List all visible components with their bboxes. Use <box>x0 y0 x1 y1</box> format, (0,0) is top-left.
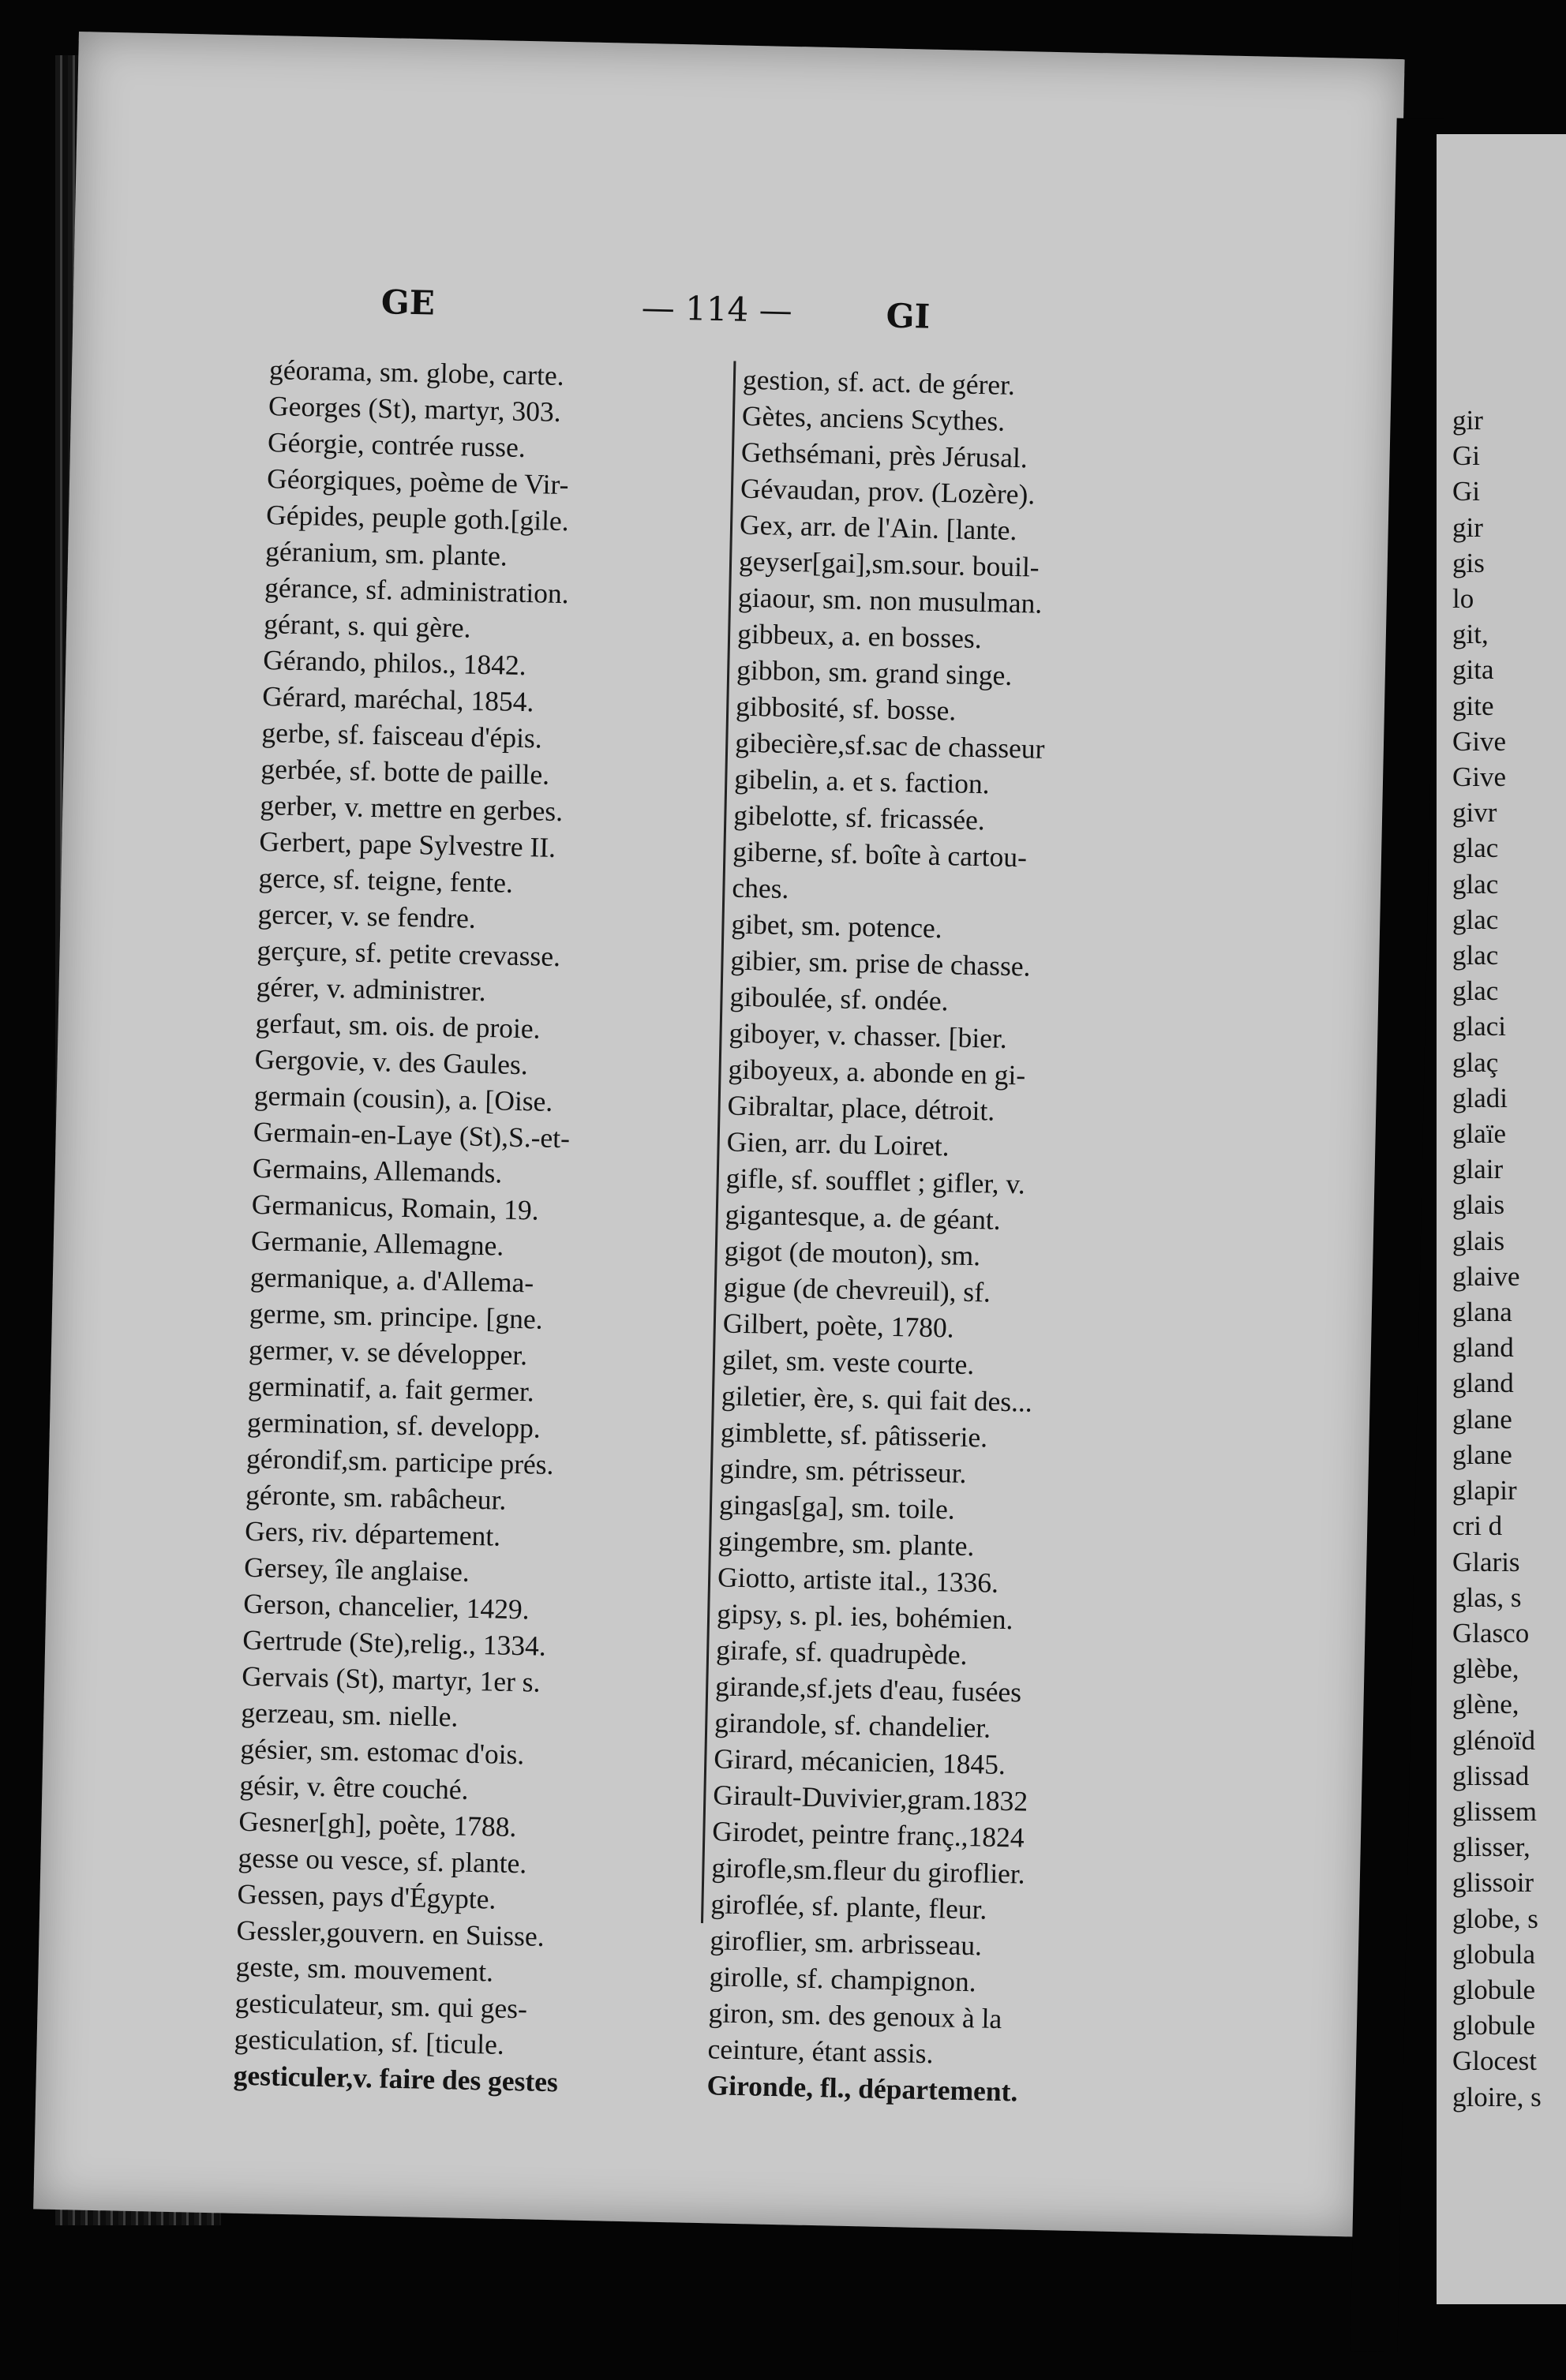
dictionary-entry: gingembre, sm. plante. <box>717 1525 975 1562</box>
dictionary-entry: gibbon, sm. grand singe. <box>736 653 1013 691</box>
dictionary-entry: Gérard, maréchal, 1854. <box>261 680 534 718</box>
dictionary-entry: Gervais (St), martyr, 1er s. <box>241 1660 541 1698</box>
dictionary-entry: Gépides, peuple goth.[gile. <box>265 499 570 537</box>
dictionary-entry: Gerbert, pape Sylvestre II. <box>259 825 556 863</box>
dictionary-entry: girafe, sf. quadrupède. <box>715 1633 968 1671</box>
dictionary-entry: globe, s <box>1452 1903 1538 1934</box>
dictionary-entry: gesticulateur, sm. qui ges- <box>234 1986 528 2025</box>
dictionary-entry: géranium, sm. plante. <box>264 535 508 572</box>
page-header <box>191 279 1257 356</box>
dictionary-entry: Germain-en-Laye (St),S.-et- <box>253 1115 571 1154</box>
dictionary-entry: giboyeux, a. abonde en gi- <box>728 1053 1026 1091</box>
dictionary-entry: germain (cousin), a. [Oise. <box>253 1079 553 1117</box>
dictionary-entry: gerfaut, sm. ois. de proie. <box>255 1006 541 1045</box>
dictionary-entry: geyser[gai],sm.sour. bouil- <box>738 544 1040 583</box>
dictionary-entry: glac <box>1452 940 1499 971</box>
dictionary-entry: glaci <box>1452 1011 1507 1042</box>
dictionary-entry: glas, s <box>1452 1581 1522 1613</box>
dictionary-entry: glais <box>1452 1225 1505 1256</box>
dictionary-entry: gérance, sf. administration. <box>264 571 570 610</box>
dictionary-entry: gingas[ga], sm. toile. <box>718 1488 956 1525</box>
dictionary-entry: Give <box>1452 725 1507 757</box>
dictionary-entry: gimblette, sf. pâtisserie. <box>720 1416 988 1454</box>
dictionary-entry: gesticuler,v. faire des gestes <box>233 2059 559 2098</box>
dictionary-entry: gipsy, s. pl. ies, bohémien. <box>716 1597 1013 1636</box>
dictionary-entry: gibbosité, sf. bosse. <box>735 690 957 727</box>
dictionary-entry: giletier, ère, s. qui fait des... <box>721 1379 1033 1418</box>
left-column <box>233 351 719 2102</box>
dictionary-entry: gigot (de mouton), sm. <box>724 1234 981 1272</box>
dictionary-entry: Gergovie, v. des Gaules. <box>254 1042 529 1081</box>
dictionary-entry: Gethsémani, près Jérusal. <box>740 436 1028 474</box>
dictionary-entry: gindre, sm. pétrisseur. <box>719 1452 967 1489</box>
dictionary-entry: gibier, sm. prise de chasse. <box>730 944 1031 982</box>
dictionary-entry: glissad <box>1452 1760 1530 1791</box>
next-page-column <box>1452 402 1566 2115</box>
dictionary-entry: glapir <box>1452 1475 1517 1506</box>
dictionary-entry: Georges (St), martyr, 303. <box>268 390 562 428</box>
dictionary-entry: germinatif, a. fait germer. <box>247 1369 535 1408</box>
dictionary-entry: ches. <box>732 871 789 905</box>
dictionary-entry: Gessen, pays d'Égypte. <box>237 1877 496 1915</box>
dictionary-entry: Gex, arr. de l'Ain. [lante. <box>739 508 1017 547</box>
dictionary-entry: giroflier, sm. arbrisseau. <box>710 1924 983 1962</box>
dictionary-entry: girolle, sf. champignon. <box>709 1960 977 1998</box>
dictionary-entry: giboulée, sf. ondée. <box>729 980 949 1017</box>
dictionary-entry: glénoïd <box>1452 1724 1535 1756</box>
dictionary-entry: gilet, sm. veste courte. <box>721 1343 975 1381</box>
dictionary-entry: gifle, sf. soufflet ; gifler, v. <box>725 1162 1026 1200</box>
dictionary-entry: germe, sm. principe. [gne. <box>249 1297 544 1335</box>
dictionary-entry: gérant, s. qui gère. <box>263 608 471 644</box>
dictionary-entry: gir <box>1452 405 1483 436</box>
dictionary-entry: gestion, sf. act. de gérer. <box>742 363 1016 401</box>
dictionary-entry: Gètes, anciens Scythes. <box>741 399 1006 437</box>
dictionary-entry: gir <box>1452 511 1483 543</box>
dictionary-entry: gerbée, sf. botte de paille. <box>260 753 550 791</box>
dictionary-entry: gerzeau, sm. nielle. <box>241 1696 459 1733</box>
dictionary-entry: glaç <box>1452 1046 1499 1078</box>
dictionary-entry: giboyer, v. chasser. [bier. <box>729 1016 1008 1054</box>
dictionary-entry: girofle,sm.fleur du giroflier. <box>711 1851 1026 1890</box>
dictionary-entry: gland <box>1452 1332 1514 1364</box>
dictionary-entry: Gerson, chancelier, 1429. <box>242 1587 530 1626</box>
dictionary-entry: giroflée, sf. plante, fleur. <box>710 1888 987 1925</box>
dictionary-entry: germanique, a. d'Allema- <box>249 1260 534 1299</box>
dictionary-entry: gibelin, a. et s. faction. <box>733 762 991 800</box>
dictionary-entry: gérondif,sm. participe prés. <box>245 1442 554 1480</box>
dictionary-entry: Girault-Duvivier,gram.1832 <box>712 1779 1028 1817</box>
dictionary-entry: gerce, sf. teigne, fente. <box>258 862 514 899</box>
dictionary-entry: glane <box>1452 1439 1512 1470</box>
dictionary-entry: lo <box>1452 583 1474 615</box>
next-page-edge <box>1437 134 1566 2304</box>
dictionary-entry: gésir, v. être couché. <box>239 1768 469 1806</box>
dictionary-entry: Gilbert, poète, 1780. <box>722 1307 955 1344</box>
dictionary-entry: gérer, v. administrer. <box>256 970 487 1008</box>
dictionary-entry: Germanie, Allemagne. <box>250 1224 504 1262</box>
dictionary-entry: gibbeux, a. en bosses. <box>736 617 983 655</box>
dictionary-entry: glac <box>1452 975 1499 1007</box>
page-number: — 114 — <box>641 288 793 330</box>
dictionary-entry: Gérando, philos., 1842. <box>262 644 526 682</box>
dictionary-entry: Gi <box>1452 440 1480 472</box>
dictionary-entry: Glasco <box>1452 1617 1530 1648</box>
dictionary-entry: gésier, sm. estomac d'ois. <box>240 1732 525 1771</box>
dictionary-entry: glissoir <box>1452 1867 1534 1899</box>
dictionary-entry: givr <box>1452 797 1497 829</box>
dictionary-entry: gerbe, sf. faisceau d'épis. <box>261 717 543 754</box>
dictionary-entry: Glaris <box>1452 1546 1520 1577</box>
dictionary-entry: gite <box>1452 690 1494 721</box>
dictionary-entry: girande,sf.jets d'eau, fusées <box>714 1670 1022 1708</box>
header-right-guide-word: GI <box>886 296 931 336</box>
dictionary-entry: glac <box>1452 904 1499 935</box>
dictionary-entry: glac <box>1452 868 1499 900</box>
dictionary-entry: giberne, sf. boîte à cartou- <box>732 835 1028 874</box>
dictionary-entry: gercer, v. se fendre. <box>257 897 477 934</box>
dictionary-entry: Gers, riv. département. <box>244 1514 501 1552</box>
dictionary-entry: globule <box>1452 1974 1535 2005</box>
dictionary-entry: gibet, sm. potence. <box>731 907 943 945</box>
dictionary-entry: gigue (de chevreuil), sf. <box>723 1270 991 1308</box>
dictionary-entry: gerber, v. mettre en gerbes. <box>260 789 564 828</box>
dictionary-entry: Gi <box>1452 476 1480 507</box>
dictionary-entry: gesticulation, sf. [ticule. <box>234 2023 505 2060</box>
dictionary-entry: Géorgiques, poème de Vir- <box>266 462 569 501</box>
right-column <box>706 361 1193 2112</box>
dictionary-entry: Germanicus, Romain, 19. <box>251 1188 540 1226</box>
dictionary-entry: glaïe <box>1452 1118 1507 1150</box>
dictionary-entry: géorama, sm. globe, carte. <box>268 354 565 391</box>
dictionary-entry: gis <box>1452 547 1485 578</box>
dictionary-entry: Gertrude (Ste),relig., 1334. <box>242 1623 547 1662</box>
dictionary-entry: gibecière,sf.sac de chasseur <box>734 726 1045 765</box>
dictionary-entry: ceinture, étant assis. <box>707 2033 934 2070</box>
dictionary-entry: glair <box>1452 1154 1504 1185</box>
dictionary-entry: Giotto, artiste ital., 1336. <box>717 1561 999 1599</box>
dictionary-entry: Girodet, peintre franç.,1824 <box>712 1815 1025 1854</box>
dictionary-entry: géronte, sm. rabâcheur. <box>245 1478 507 1516</box>
dictionary-entry: germer, v. se développer. <box>248 1333 528 1371</box>
dictionary-entry: cri d <box>1452 1510 1503 1542</box>
dictionary-entry: giaour, sm. non musulman. <box>737 581 1043 619</box>
dictionary-entry: Géorgie, contrée russe. <box>267 426 526 463</box>
dictionary-entry: geste, sm. mouvement. <box>235 1950 494 1988</box>
dictionary-entry: Gévaudan, prov. (Lozère). <box>740 472 1036 511</box>
header-left-guide-word: GE <box>380 283 436 323</box>
dictionary-entry: giron, sm. des genoux à la <box>708 1996 1002 2035</box>
dictionary-entry: Give <box>1452 762 1507 793</box>
dictionary-entry: glane <box>1452 1403 1512 1435</box>
dictionary-entry: gladi <box>1452 1082 1508 1113</box>
dictionary-entry: Gersey, île anglaise. <box>243 1551 470 1588</box>
dictionary-entry: gibelotte, sf. fricassée. <box>732 799 986 836</box>
dictionary-entry: glène, <box>1452 1689 1519 1720</box>
dictionary-entry: Gien, arr. du Loiret. <box>726 1125 950 1162</box>
page-content <box>159 279 1258 2108</box>
dictionary-entry: gigantesque, a. de géant. <box>725 1198 1002 1236</box>
dictionary-entry: glissem <box>1452 1795 1537 1827</box>
dictionary-entry: globula <box>1452 1938 1535 1970</box>
dictionary-entry: glèbe, <box>1452 1653 1519 1685</box>
dictionary-page <box>33 32 1404 2237</box>
dictionary-entry: Gironde, fl., département. <box>706 2069 1018 2108</box>
dictionary-entry: gerçure, sf. petite crevasse. <box>257 934 561 973</box>
dictionary-entry: Gibraltar, place, détroit. <box>727 1089 995 1127</box>
dictionary-entry: gesse ou vesce, sf. plante. <box>238 1841 527 1880</box>
dictionary-entry: Gessler,gouvern. en Suisse. <box>236 1914 545 1952</box>
dictionary-entry: Germains, Allemands. <box>252 1151 503 1189</box>
dictionary-entry: glais <box>1452 1189 1505 1221</box>
dictionary-entry: germination, sf. developp. <box>246 1405 541 1444</box>
dictionary-entry: gloire, s <box>1452 2081 1542 2112</box>
dictionary-entry: glaive <box>1452 1260 1520 1292</box>
dictionary-entry: Glocest <box>1452 2045 1537 2077</box>
dictionary-entry: glana <box>1452 1297 1512 1328</box>
dictionary-entry: gland <box>1452 1368 1514 1399</box>
dictionary-entry: girandole, sf. chandelier. <box>714 1706 991 1744</box>
dictionary-entry: Gesner[gh], poète, 1788. <box>238 1805 517 1843</box>
dictionary-entry: git, <box>1452 619 1489 650</box>
dictionary-entry: globule <box>1452 2010 1535 2041</box>
dictionary-entry: glisser, <box>1452 1832 1530 1863</box>
dictionary-entry: Girard, mécanicien, 1845. <box>713 1742 1006 1781</box>
dictionary-entry: gita <box>1452 654 1494 686</box>
dictionary-entry: glac <box>1452 833 1499 864</box>
